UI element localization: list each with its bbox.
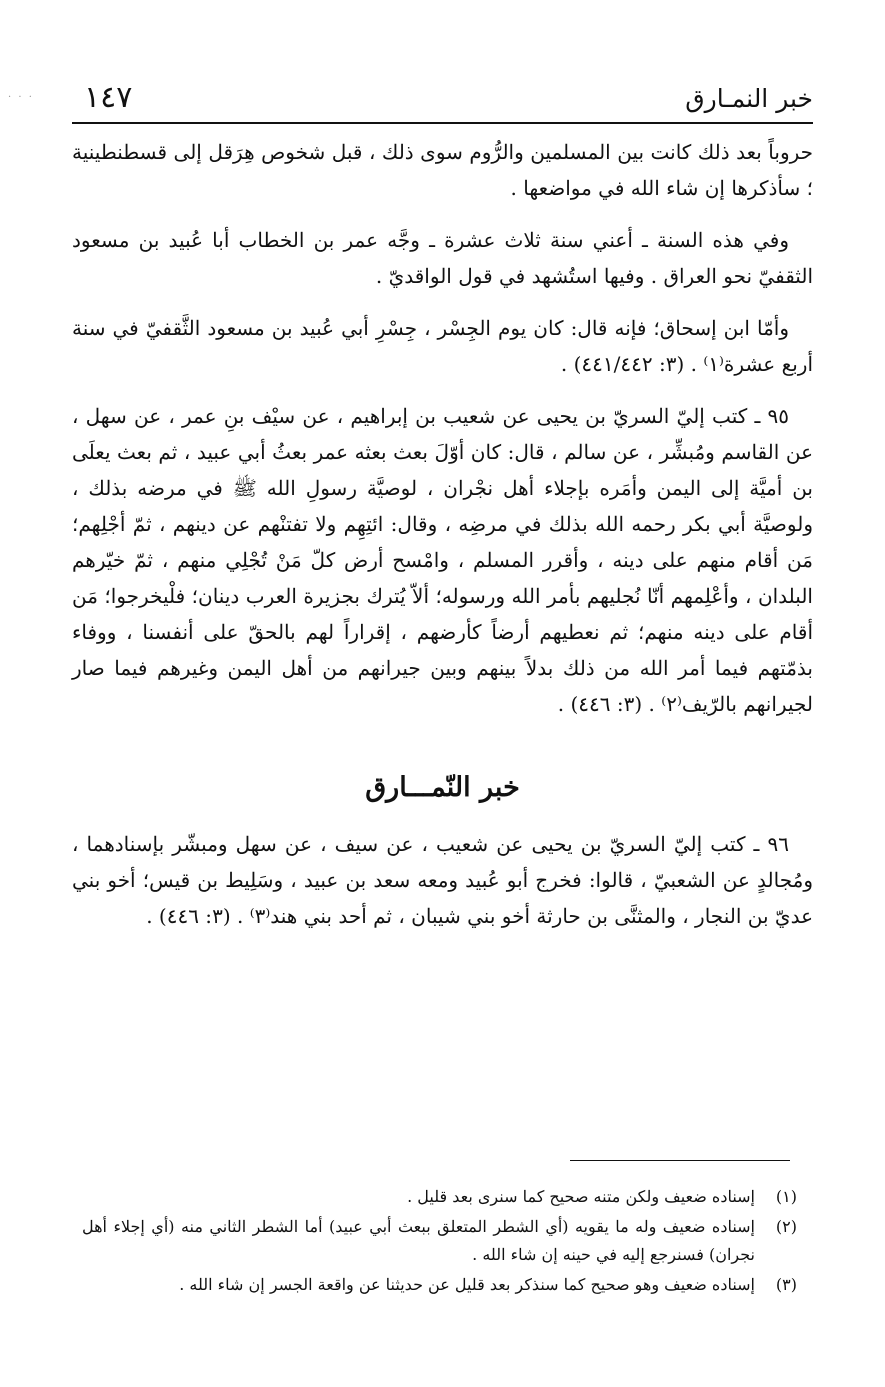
body-text: [72, 134, 813, 950]
running-header-title: خبر النمـارق: [685, 84, 813, 113]
footnote-3: [82, 1271, 797, 1299]
margin-marks: · · ·: [8, 92, 34, 103]
paragraph-continuation: حروباً بعد ذلك كانت بين المسلمين والرُّوم سوى ذلك ، قبل شخوص هِرَقل إلى قسطنطينية ؛ سأذكرها إن شاء الله في مواضعها .: [72, 140, 813, 200]
footnotes: [82, 1183, 797, 1301]
paragraph-report-96: ٩٦ ـ كتب إليّ السريّ بن يحيى عن شعيب ، عن سيف ، عن سهل ومبشّر بإسنادهما ، ومُجالدٍ عن الشعبيّ ، قالوا: فخرج أبو عُبيد ومعه سعد بن عبيد ، وسَلِيط بن قيس؛ أخو بني عديّ بن النجار ، والمثنَّى بن حارثة أخو بني شيبان ، ثم أحد بني هند⁽٣⁾ . (٣: ٤٤٦) .: [72, 832, 813, 928]
footnote-2: [82, 1213, 797, 1269]
running-header: [72, 72, 813, 124]
footnote-divider: [570, 1160, 790, 1161]
footnote-number: (٢): [775, 1217, 797, 1236]
section-title: خبر النّمـــارق: [365, 772, 520, 803]
paragraph-ibn-ishaq: وأمّا ابن إسحاق؛ فإنه قال: كان يوم الجِسْر ، جِسْرِ أبي عُبيد بن مسعود الثَّقفيّ في سنة أربع عشرة⁽١⁾ . (٣: ٤٤١/٤٤٢) .: [72, 316, 813, 376]
paragraph-report-95: ٩٥ ـ كتب إليّ السريّ بن يحيى عن شعيب بن إبراهيم ، عن سيْف بنِ عمر ، عن سهل ، عن القاسم ومُبشِّر ، عن سالم ، قال: كان أوّلَ بعث بعثه عمر بعثُ أبي عبيد ، ثم بعث يعلَى بن أميَّة إلى اليمن وأمَره بإجلاء أهل نجْران ، لوصيَّة رسولِ الله ﷺ في مرضه بذلك ، ولوصيَّة أبي بكر رحمه الله بذلك في مرضِه ، وقال: ائتِهِم ولا تفتنْهم عن دينهم ، ثمّ أجْلِهم؛ مَن أقام منهم على دينه ، وأقرر المسلم ، وامْسح أرض كلّ مَنْ تُجْلِي منهم ، ثمّ خيّرهم البلدان ، وأعْلِمهم أنّا نُجليهم بأمر الله ورسوله؛ ألاّ يُترك بجزيرة العرب دينان؛ فلْيخرجوا؛ مَن أقام على دينه منهم؛ ثم نعطيهم أرضاً كأرضهم ، إقراراً لهم بالحقّ على أنفسنا ، ووفاء بذمّتهم فيما أمر الله من ذلك بدلاً بينهم وبين جيرانهم من أهل اليمن وغيرهم فيما صار لجيرانهم بالرّيف⁽٢⁾ . (٣: ٤٤٦) .: [72, 404, 813, 716]
footnote-text: إسناده ضعيف وهو صحيح كما سنذكر بعد قليل عن حديثنا عن واقعة الجسر إن شاء الله .: [179, 1275, 755, 1294]
paragraph-abu-ubaid: وفي هذه السنة ـ أعني سنة ثلاث عشرة ـ وجَّه عمر بن الخطاب أبا عُبيد بن مسعود الثقفيّ نحو العراق . وفيها استُشهد في قول الواقديّ .: [72, 228, 813, 288]
footnote-number: (١): [775, 1187, 797, 1206]
footnote-number: (٣): [775, 1275, 797, 1294]
footnote-1: [82, 1183, 797, 1211]
footnote-text: إسناده ضعيف وله ما يقويه (أي الشطر المتعلق ببعث أبي عبيد) أما الشطر الثاني منه (أي إجلاء أهل نجران) فسنرجع إليه في حينه إن شاء الله .: [82, 1217, 755, 1264]
page-number: ١٤٧: [84, 80, 133, 115]
footnote-text: إسناده ضعيف ولكن متنه صحيح كما سنرى بعد قليل .: [407, 1187, 755, 1206]
